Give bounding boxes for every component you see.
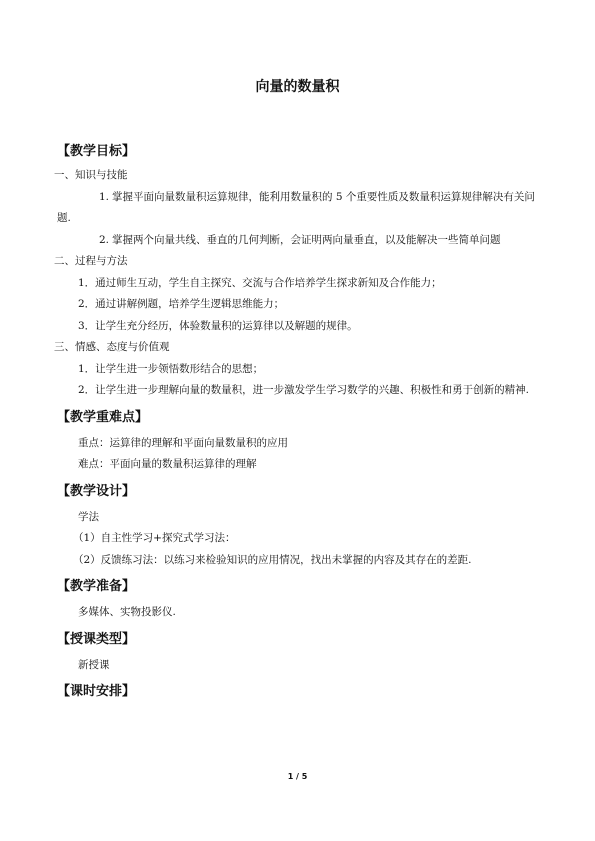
goals-part3-label: 三、情感、态度与价值观 bbox=[54, 341, 170, 353]
document-body bbox=[54, 140, 547, 699]
page-number: 1 / 5 bbox=[287, 772, 308, 781]
item-number: 1. bbox=[99, 190, 110, 203]
goals-part1-item1 bbox=[57, 187, 547, 230]
document-title: 向量的数量积 bbox=[255, 79, 340, 95]
goals-part1-item2 bbox=[57, 230, 547, 252]
difficult-point-line: 难点：平面向量的数量积运算律的理解 bbox=[78, 458, 257, 470]
design-line-2: （1）自主性学习+探究式学习法： bbox=[73, 532, 236, 544]
item-number: 2. bbox=[99, 233, 110, 246]
goals-part2-item2: 2．通过讲解例题，培养学生逻辑思维能力； bbox=[78, 298, 285, 310]
goals-part1-label: 一、知识与技能 bbox=[54, 169, 128, 181]
heading-schedule: 【课时安排】 bbox=[57, 684, 136, 699]
lesson-type-line: 新授课 bbox=[78, 658, 110, 671]
heading-key-points: 【教学重难点】 bbox=[57, 409, 149, 425]
preparation-line: 多媒体、实物投影仪. bbox=[78, 606, 176, 618]
goals-part2-item1: 1．通过师生互动，学生自主探究、交流与合作培养学生探求新知及合作能力； bbox=[78, 276, 442, 289]
design-line-3: （2）反馈练习法：以练习来检验知识的应用情况，找出未掌握的内容及其存在的差距. bbox=[73, 553, 472, 566]
key-point-line: 重点：运算律的理解和平面向量数量积的应用 bbox=[78, 436, 288, 449]
goals-part3-item2: 2．让学生进一步理解向量的数量积，进一步激发学生学习数学的兴趣、积极性和勇于创新的精神. bbox=[78, 384, 530, 396]
design-line-1: 学法 bbox=[78, 510, 99, 523]
heading-goals: 【教学目标】 bbox=[57, 144, 136, 159]
heading-design: 【教学设计】 bbox=[57, 483, 136, 499]
goals-part3-item1: 1．让学生进一步领悟数形结合的思想； bbox=[78, 362, 264, 375]
heading-lesson-type: 【授课类型】 bbox=[57, 631, 136, 647]
item-text: 掌握平面向量数量积运算规律，能利用数量积的 5 个重要性质及数量积运算规律解决有关问题. bbox=[57, 190, 535, 224]
item-text: 掌握两个向量共线、垂直的几何判断，会证明两向量垂直，以及能解决一些简单问题 bbox=[112, 233, 501, 246]
heading-preparation: 【教学准备】 bbox=[57, 579, 136, 594]
goals-part2-item3: 3．让学生充分经历，体验数量积的运算律以及解题的规律。 bbox=[78, 319, 358, 332]
goals-part2-label: 二、过程与方法 bbox=[54, 255, 128, 267]
